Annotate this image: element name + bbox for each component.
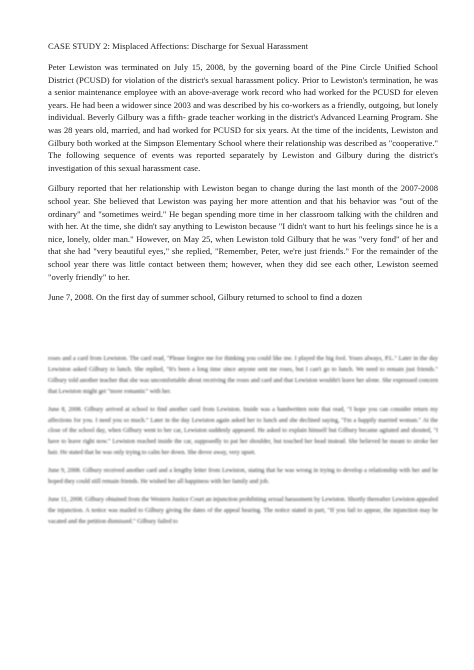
blurred-text (48, 354, 438, 528)
blurred-paragraph-june-11: June 11, 2008. Gilbury obtained from the Western Justice Court an injunction prohibiting sexual harassment by Lewiston. Shortly thereafter Lewiston appealed the injunction. A notice was mailed to Gilbury giving the dates of the appeal hearing. The notice stated in part, "If you fail to appear, the injunction may be vacated and the petition dismissed." Gilbury failed to (48, 496, 438, 525)
paragraph-june-7-start: June 7, 2008. On the first day of summer school, Gilbury returned to school to find a dozen (48, 292, 363, 303)
blurred-paragraph-june-7: roses and a card from Lewiston. The card read, "Please forgive me for thinking you could like me. I played the big fool. Yours always, P.L." Later in the day Lewiston asked Gilbury to lunch. She replied, "It's been a long time since anyone sent me roses, but I can't go to lunch. We need to remain just friends." Gilbury told another teacher that she was uncomfortable about receiving the roses and card and that Lewiston wouldn't leave her alone. She expressed concern that Lewiston might get "more romantic" with her. (48, 356, 438, 395)
blurred-paragraph-june-9: June 9, 2008. Gilbury received another card and a lengthy letter from Lewiston, stating that he was wrong in trying to develop a relationship with her and he hoped they could still remain friends. He wished her all happiness with her family and job. (48, 468, 438, 486)
case-study-title: CASE STUDY 2: Misplaced Affections: Discharge for Sexual Harassment (48, 41, 309, 51)
blurred-paragraph-june-8: June 8, 2008. Gilbury arrived at school to find another card from Lewiston. Inside was a handwritten note that read, "I hope you can consider return my affections for you. I need you so much." Later in the day Lewiston again asked her to lunch and she declined saying, "I'm a happily married woman." At the close of the school day, when Gilbury went to her car, Lewiston suddenly appeared. He asked to explain himself but Gilbury became agitated and shouted, "I have to leave right now." Lewiston reached inside the car, supposedly to pat her shoulder, but touched her head instead. She believed he meant to stroke her hair. He stated that he was only trying to calm her down. She drove away, very upset. (48, 406, 438, 457)
blurred-preview-region (48, 354, 438, 535)
paragraph-background: Peter Lewiston was terminated on July 15, 2008, by the governing board of the Pine Circle Unified School District (PCUSD) for violation of the district's sexual harassment policy. Prior to Lewiston's termination, he was a senior maintenance employee with an above-average work record who had worked for the PCUSD for eleven years. He had been a widower since 2003 and was described by his co-workers as a friendly, outgoing, but lonely individual. Beverly Gilbury was a fifth- grade teacher working in the district's Advanced Learning Program. She was 28 years old, married, and had worked for PCUSD for six years. At the time of the incidents, Lewiston and Gilbury both worked at the Simpson Elementary School where their relationship was described as "cooperative." The following sequence of events was reported separately by Lewiston and Gilbury during the district's investigation of this sexual harassment case. (48, 62, 438, 173)
paragraph-relationship: Gilbury reported that her relationship with Lewiston began to change during the last month of the 2007-2008 school year. She believed that Lewiston was paying her more attention and that his behavior was "out of the ordinary" and "sometimes weird." He began spending more time in her classroom talking with the children and with her. At the time, she didn't say anything to Lewiston because "I didn't want to hurt his feelings since he is a nice, lonely, older man." However, on May 25, when Lewiston told Gilbury that he was "very fond" of her and that she had "very beautiful eyes," she replied, "Remember, Peter, we're just friends." For the remainder of the school year there was little contact between them; however, when they did see each other, Lewiston seemed "overly friendly" to her. (48, 183, 438, 282)
document-page (48, 40, 438, 304)
